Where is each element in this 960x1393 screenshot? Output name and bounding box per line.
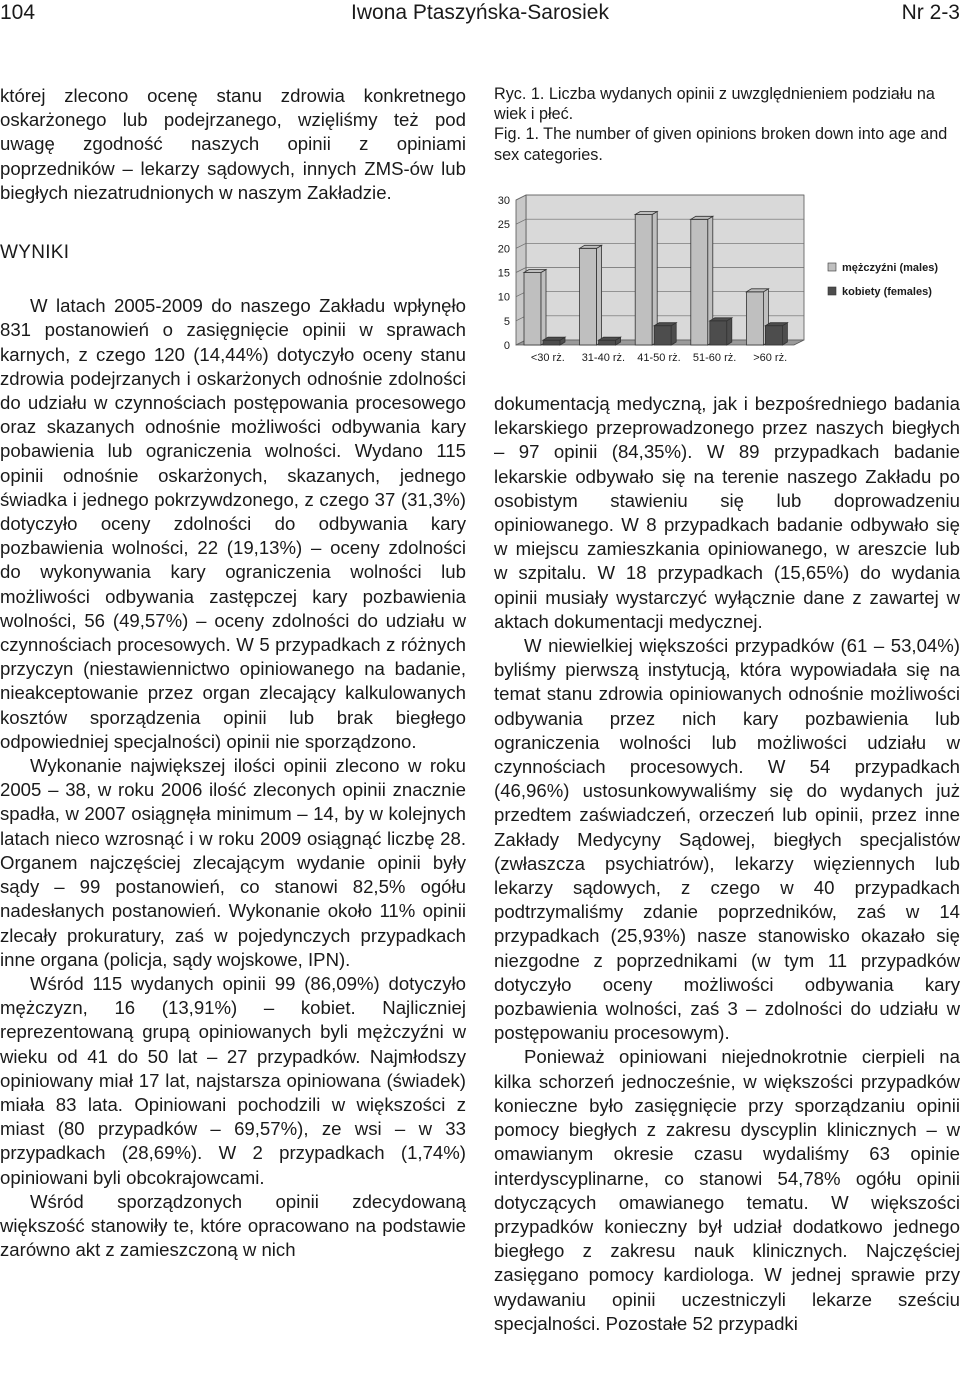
bar-females xyxy=(710,318,732,345)
bar-females xyxy=(599,337,621,345)
bar-chart xyxy=(486,190,960,370)
bar-females xyxy=(543,337,565,345)
legend-swatch-females xyxy=(828,287,836,295)
y-tick-label: 20 xyxy=(497,243,510,256)
bar-males xyxy=(524,270,546,346)
bar-males xyxy=(635,212,657,346)
legend-swatch-males xyxy=(828,263,836,271)
left-column xyxy=(0,84,466,1262)
paragraph-results-3: Wśród 115 wydanych opinii 99 (86,09%) dotyczyło mężczyzn, 16 (13,91%) – kobiet. Najliczniej reprezentowaną grupą opiniowanych byli mężczyźni w wieku od 41 do 50 lat – 27 przypadków. Najmłodszy opiniowany miał 17 lat, najstarsza opiniowana (świadek) miała 83 lata. Opiniowani pochodzili w większości z miast (80 przypadków – 69,57%), ze wsi – w 33 przypadkach (28,69%). W 2 przypadkach (1,74%) opiniowani byli obcokrajowcami. xyxy=(0,972,466,1188)
paragraph-results-2: Wykonanie największej ilości opinii zlecono w roku 2005 – 38, w roku 2006 ilość zleconych opinii znacznie spadła, w 2007 osiągnęła minimum – 14, by w kolejnych latach nieco wzrosnąć i w roku 2009 osiągnąć liczbę 28. Organem najczęściej zlecającym wydanie opinii były sądy – 99 postanowień, co stanowi 82,5% ogółu nadesłanych postanowień. Wykonanie około 11% opinii zlecały prokuratury, zaś w pojedynczych przypadkach inne organa (policja, sądy wojskowe, IPN). xyxy=(0,755,466,970)
y-tick-label: 30 xyxy=(497,195,510,207)
running-author: Iwona Ptaszyńska-Sarosiek xyxy=(351,1,609,24)
legend-label-males: mężczyźni (males) xyxy=(842,262,938,274)
section-heading: WYNIKI xyxy=(0,242,70,264)
bar-males xyxy=(580,245,602,345)
x-tick-label: 41-50 rż. xyxy=(637,352,681,364)
paragraph-results-4: Wśród sporządzonych opinii zdecydowaną większość stanowiły te, które opracowano na podstawie zarówno akt z zamieszczoną w nich xyxy=(0,1190,466,1261)
paragraph-results-1: W latach 2005-2009 do naszego Zakładu wpłynęło 831 postanowień o zasięgnięcie opinii w sprawach karnych, z czego 120 (14,44%) dotyczyło oceny stanu zdrowia podejrzanych i oskarżonych odnośnie zdolności do udziału w czynnościach postępowania procesowego oraz skazanych odnośnie możliwości odbywania kary pobawienia lub ograniczenia wolności. Wydano 115 opinii odnośnie oskarżonych, skazanych, jednego świadka i jednego pokrzywdzonego, z czego 37 (31,3%) dotyczyło oceny zdolności do odbywania kary pozbawienia wolności, 22 (19,13%) – oceny zdolności do wykonywania kary ograniczenia wolności lub możliwości odbywania zastępczej kary pozbawienia wolności, 56 (49,57%) – oceny zdolności do udziału w czynnościach procesowych. W 5 przypadkach z różnych przyczyn (niestawiennictwo opiniowanego na badanie, nieakceptowanie przez organ zlecający kalkulowanych kosztów sporządzenia opinii lub brak biegłego odpowiedniej specjalności) opinii nie sporządzono. xyxy=(0,295,466,752)
x-tick-label: <30 rż. xyxy=(530,352,565,364)
y-tick-label: 10 xyxy=(497,291,510,304)
page-header xyxy=(0,0,960,30)
figure-caption xyxy=(494,84,960,165)
right-column xyxy=(494,392,960,1336)
issue-number: Nr 2-3 xyxy=(901,1,960,24)
x-tick-label: 31-40 rż. xyxy=(581,352,626,364)
paragraph-intro: której zlecono ocenę stanu zdrowia konkretnego oskarżonego lub podejrzanego, wzięliśmy też pod uwagę zgodność naszych opinii z opiniami poprzedników – lekarzy sądowych, innych ZMS-ów lub biegłych niezatrudnionych w naszym Zakładzie. xyxy=(0,85,466,203)
y-tick-label: 0 xyxy=(503,340,510,352)
page-number: 104 xyxy=(0,1,36,24)
paragraph-right-2: W niewielkiej większości przypadków (61 – 53,04%) byliśmy pierwszą instytucją, która wypowiadała się na temat stanu zdrowia opiniowanych odnośnie możliwości odbywania przez nich kary pozbawienia lub ograniczenia wolności lub możliwości udziału w czynnościach procesowych. W 54 przypadkach (46,96%) ustosunkowywaliśmy się do wydanych już przedtem zaświadczeń, orzeczeń lub opinii, przez inne Zakłady Medycyny Sądowej, biegłych specjalistów (zwłaszcza psychiatrów), lekarzy więziennych lub lekarzy sądowych, z czego w 40 przypadkach podtrzymaliśmy zdanie poprzedników, zaś w 14 przypadkach (25,93%) nasze stanowisko okazało się niezgodne z poprzednikami (w tym 11 przypadków dotyczyło oceny możliwości odbywania kary pozbawienia wolności, zaś 3 – zdolności do udziału w postępowaniu procesowym). xyxy=(494,635,960,1044)
caption-english: Fig. 1. The number of given opinions broken down into age and sex categories. xyxy=(494,125,948,164)
bar-females xyxy=(765,323,787,345)
legend-label-females: kobiety (females) xyxy=(842,286,932,298)
chart-svg xyxy=(486,190,960,370)
paragraph-right-1: dokumentacją medyczną, jak i bezpośredniego badania lekarskiego przeprowadzonego przez naszych biegłych – 97 opinii (84,35%). W 89 przypadkach badanie lekarskie odbywało się na terenie naszego Zakładu po osobistym stawieniu się lub doprowadzeniu opiniowanego. W 8 przypadkach badanie odbywało się w miejscu zamieszkania opiniowanego, w areszcie lub w szpitalu. W 18 przypadkach (15,65%) do wydania opinii musiały wystarczyć wyłącznie dane z zawartej w aktach dokumentacji medycznej. xyxy=(494,393,960,632)
caption-polish: Ryc. 1. Liczba wydanych opinii z uwzględnieniem podziału na wiek i płeć. xyxy=(494,85,935,124)
paragraph-right-3: Ponieważ opiniowani niejednokrotnie cierpieli na kilka schorzeń jednocześnie, w większości przypadków konieczne było zasięgnięcie przy sporządzaniu opinii pomocy biegłych z zakresu dyscyplin klinicznych – w omawianym okresie czasu wydaliśmy 63 opinie interdyscyplinarne, co stanowi 54,78% ogółu opinii dotyczących omawianego tematu. W większości przypadków konieczny był udział dodatkowo jednego biegłego z zakresu nauk klinicznych. Najczęściej zasięgano pomocy kardiologa. W jednej sprawie przy wydawaniu opinii uczestniczyli lekarze sześciu specjalności. Pozostałe 52 przypadki xyxy=(494,1046,960,1334)
y-tick-label: 15 xyxy=(497,267,510,280)
bar-females xyxy=(654,323,676,345)
y-tick-label: 5 xyxy=(503,315,510,328)
x-tick-label: 51-60 rż. xyxy=(692,352,737,364)
y-tick-label: 25 xyxy=(497,219,510,232)
x-tick-label: >60 rż. xyxy=(753,352,788,364)
